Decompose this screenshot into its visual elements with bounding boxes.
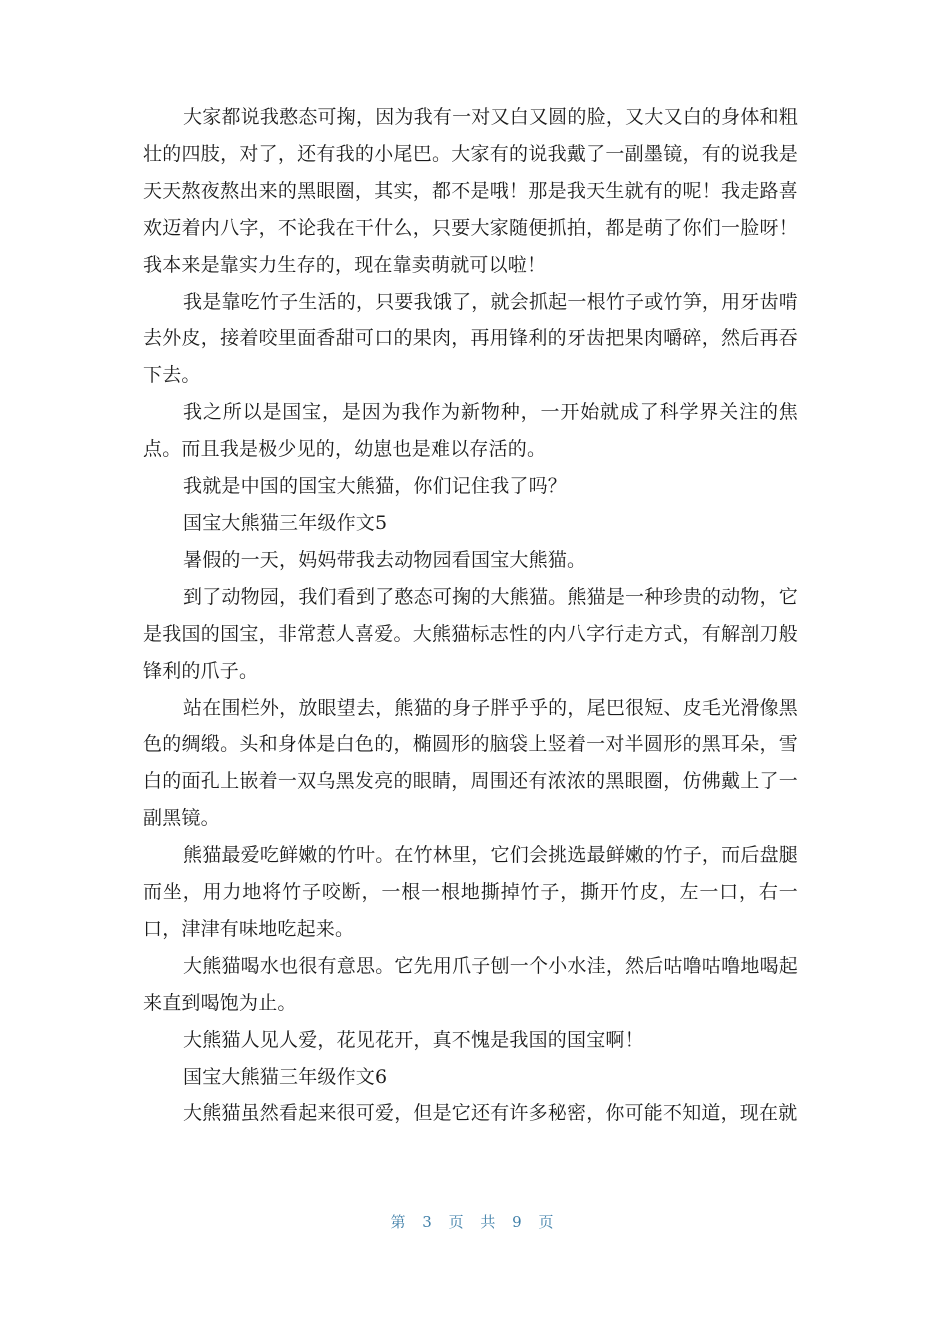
paragraph: 大家都说我憨态可掬，因为我有一对又白又圆的脸，又大又白的身体和粗壮的四肢，对了，还有我的小尾巴。大家有的说我戴了一副墨镜，有的说我是天天熬夜熬出来的黑眼圈，其实，都不是哦！那是我天生就有的呢！我走路喜欢迈着内八字，不论我在干什么，只要大家随便抓拍，都是萌了你们一脸呀！我本来是靠实力生存的，现在靠卖萌就可以啦！ — [143, 106, 798, 276]
paragraph: 站在围栏外，放眼望去，熊猫的身子胖乎乎的，尾巴很短、皮毛光滑像黑色的绸缎。头和身体是白色的，椭圆形的脑袋上竖着一对半圆形的黑耳朵，雪白的面孔上嵌着一双乌黑发亮的眼睛，周围还有浓浓的黑眼圈，仿佛戴上了一副黑镜。 — [143, 696, 798, 830]
section-heading: 国宝大熊猫三年级作文5 — [183, 511, 388, 534]
page-number: 第 3 页 共 9 页 — [390, 1213, 560, 1231]
paragraph: 大熊猫人见人爱，花见花开，真不愧是我国的国宝啊！ — [183, 1028, 644, 1051]
paragraph: 到了动物园，我们看到了憨态可掬的大熊猫。熊猫是一种珍贵的动物，它是我国的国宝，非常惹人喜爱。大熊猫标志性的内八字行走方式，有解剖刀般锋利的爪子。 — [143, 585, 798, 682]
paragraph: 我之所以是国宝，是因为我作为新物种，一开始就成了科学界关注的焦点。而且我是极少见的，幼崽也是难以存活的。 — [143, 401, 798, 461]
paragraph: 暑假的一天，妈妈带我去动物园看国宝大熊猫。 — [183, 548, 587, 571]
paragraph: 我就是中国的国宝大熊猫，你们记住我了吗？ — [183, 475, 568, 498]
paragraph: 熊猫最爱吃鲜嫩的竹叶。在竹林里，它们会挑选最鲜嫩的竹子，而后盘腿而坐，用力地将竹子咬断，一根一根地撕掉竹子，撕开竹皮，左一口，右一口，津津有味地吃起来。 — [143, 844, 798, 940]
body-text — [143, 99, 798, 1132]
paragraph: 大熊猫虽然看起来很可爱，但是它还有许多秘密，你可能不知道，现在就 — [183, 1102, 798, 1125]
paragraph: 我是靠吃竹子生活的，只要我饿了，就会抓起一根竹子或竹笋，用牙齿啃去外皮，接着咬里面香甜可口的果肉，再用锋利的牙齿把果肉嚼碎，然后再吞下去。 — [143, 290, 798, 387]
section-heading: 国宝大熊猫三年级作文6 — [183, 1065, 388, 1088]
paragraph: 大熊猫喝水也很有意思。它先用爪子刨一个小水洼，然后咕噜咕噜地喝起来直到喝饱为止。 — [143, 954, 798, 1014]
